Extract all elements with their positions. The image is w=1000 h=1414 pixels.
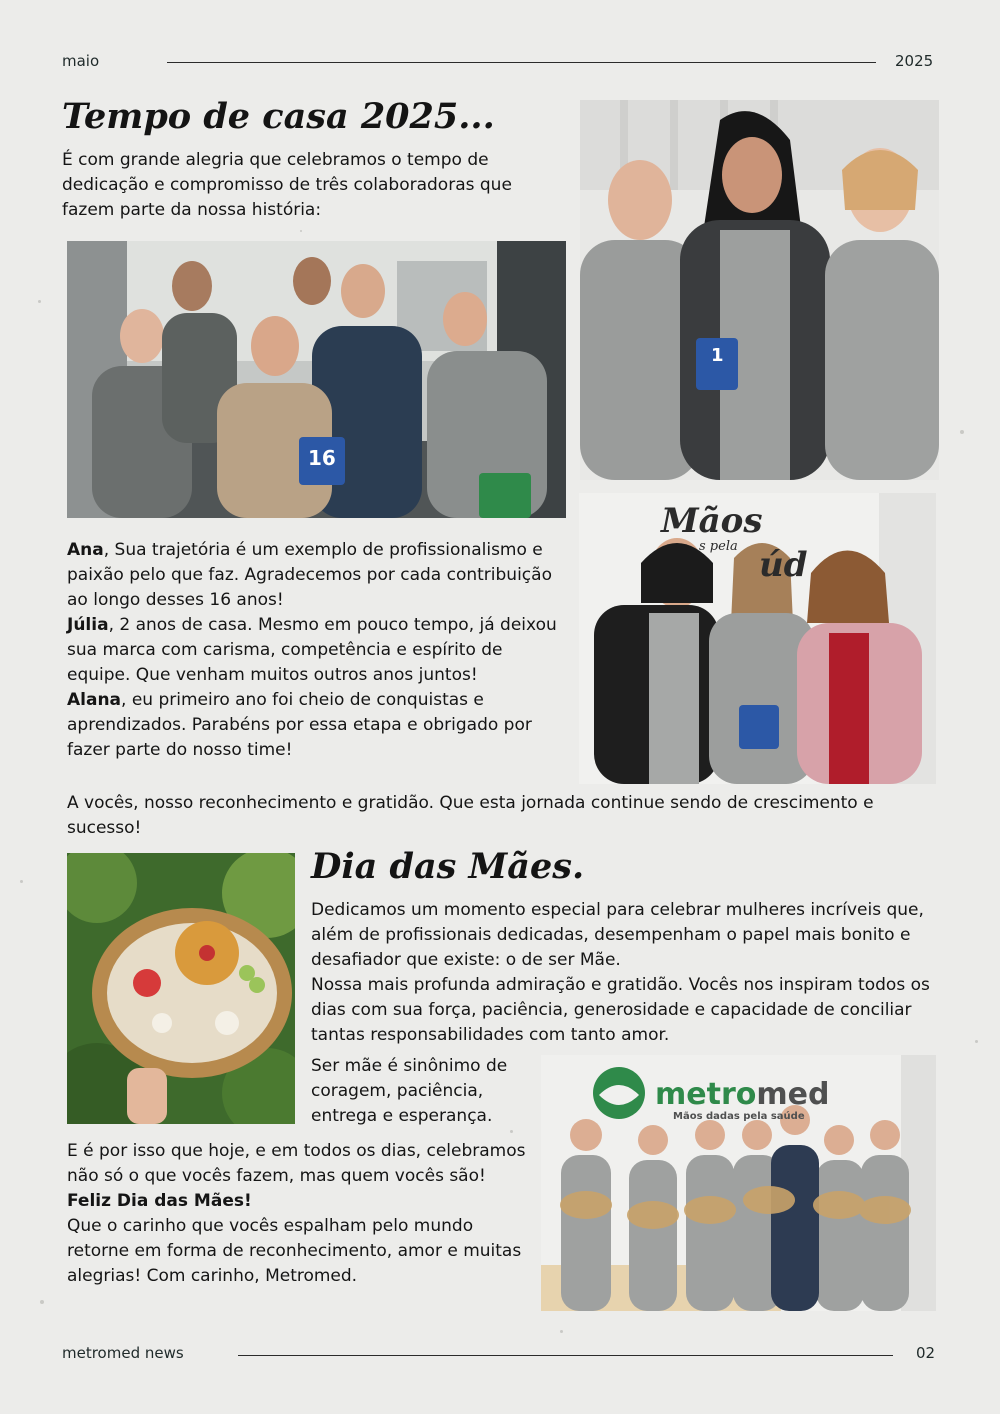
section-title-dia-das-maes: Dia das Mães. (311, 846, 585, 887)
name-alana: Alana (67, 690, 122, 710)
name-ana: Ana (67, 540, 104, 560)
logo-metro: metro (655, 1077, 757, 1112)
mothers-day-paragraph-4: E é por isso que hoje, e em todos os dias, celebramos não só o que vocês fazem, mas quem vocês são! Feliz Dia das Mães! (67, 1141, 526, 1211)
section-closing: A vocês, nosso reconhecimento e gratidão. Que esta jornada continue sendo de crescimento e sucesso! (67, 793, 874, 838)
mothers-day-paragraph-1: Dedicamos um momento especial para celebrar mulheres incríveis que, além de profissionais dedicadas, desempenham o papel mais bonito e desafiador que existe: o de ser Mãe. (311, 900, 924, 970)
photo-mural-women (579, 493, 936, 784)
mural-text-pela: s pela (699, 539, 738, 554)
section-intro: É com grande alegria que celebramos o tempo de dedicação e compromisso de três colaboradoras que fazem parte da nossa história: (62, 150, 512, 220)
section-body-collaborators (67, 538, 557, 763)
mothers-day-paragraph-5: Que o carinho que vocês espalham pelo mundo retorne em forma de reconhecimento, amor e muitas alegrias! Com carinho, Metromed. (67, 1216, 522, 1286)
header-rule (167, 62, 876, 63)
anniversary-card-1: 1 (711, 345, 724, 366)
mothers-day-paragraph-3: Ser mãe é sinônimo de coragem, paciência, entrega e esperança. (311, 1056, 508, 1126)
header-year: 2025 (895, 52, 934, 70)
header-month: maio (62, 52, 100, 70)
metromed-logo-text (655, 1077, 829, 1112)
mothers-day-paragraph-2: Nossa mais profunda admiração e gratidão. Vocês nos inspiram todos os dias com sua força, paciência, generosidade e capacidade de conciliar tantas responsabilidades com tanto amor. (311, 975, 930, 1045)
footer-brand: metromed news (62, 1344, 184, 1362)
logo-med: med (756, 1077, 830, 1112)
photo-team-gifts (541, 1055, 936, 1311)
footer-rule (238, 1355, 893, 1356)
photo-group-office (67, 241, 566, 518)
section-title-tempo-de-casa: Tempo de casa 2025... (62, 96, 495, 137)
mural-text-saude: úd (759, 545, 808, 585)
mural-text-maos: Mãos (661, 501, 763, 541)
anniversary-card-16: 16 (308, 446, 336, 470)
photo-gift-basket (67, 853, 295, 1124)
footer-page-number: 02 (916, 1344, 936, 1362)
metromed-logo-tagline: Mãos dadas pela saúde (673, 1111, 805, 1122)
photo-three-women (580, 100, 939, 480)
tribute-julia: Júlia, 2 anos de casa. Mesmo em pouco tempo, já deixou sua marca com carisma, competência e espírito de equipe. Que venham muitos outros anos juntos! (67, 615, 557, 685)
tribute-ana: Ana, Sua trajetória é um exemplo de profissionalismo e paixão pelo que faz. Agradecemos por cada contribuição ao longo desses 16 anos! (67, 540, 552, 610)
name-julia: Júlia (67, 615, 109, 635)
tribute-alana: Alana, eu primeiro ano foi cheio de conquistas e aprendizados. Parabéns por essa etapa e obrigado por fazer parte do nosso time! (67, 690, 532, 760)
feliz-dia-das-maes: Feliz Dia das Mães! (67, 1191, 252, 1211)
